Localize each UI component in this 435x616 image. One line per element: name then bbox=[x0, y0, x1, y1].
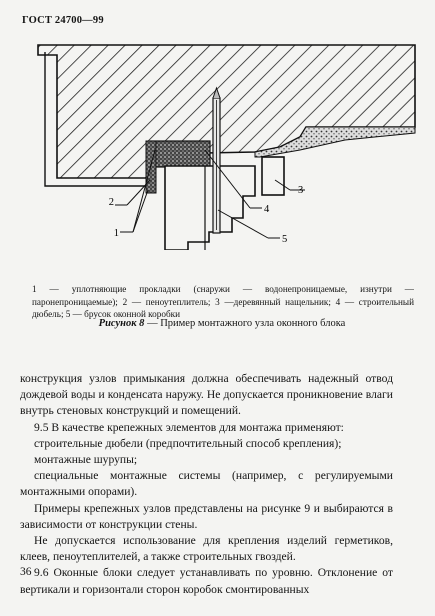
callout-3: 3 bbox=[298, 185, 304, 196]
sealing-gasket bbox=[146, 141, 156, 193]
paragraph: 9.6 Оконные блоки следует устанавливать по уровню. Отклонение от вертикали и горизонтали сторон коробок смонтированных bbox=[20, 566, 393, 596]
page-number: 36 bbox=[20, 566, 32, 578]
foam-insulation bbox=[150, 141, 210, 167]
callout-1: 1 bbox=[113, 228, 119, 239]
window-joint-drawing bbox=[0, 0, 435, 250]
figure-caption bbox=[52, 318, 392, 329]
paragraph: монтажные шурупы; bbox=[34, 453, 138, 467]
caption-text: — Пример монтажного узла оконного блока bbox=[144, 318, 346, 329]
callout-5: 5 bbox=[282, 234, 288, 245]
paragraph: конструкция узлов примыкания должна обеспечивать надежный отвод дождевой воды и конденсата наружу. Не допускается проникновение влаги внутрь стеновых конструкций и помещений. bbox=[20, 372, 393, 418]
paragraph: 9.5 В качестве крепежных элементов для монтажа применяют: bbox=[34, 420, 344, 434]
wall-section bbox=[38, 45, 415, 178]
figure-legend: 1 — уплотняющие прокладки (снаружи — водонепроницаемые, изнутри — паронепроницаемые); 2 — пеноутеплитель; 3 —деревянный нащельник; 4 — строительный дюбель; 5 — брусок оконной коробки bbox=[32, 284, 414, 319]
callout-2: 2 bbox=[108, 197, 114, 208]
paragraph: Примеры крепежных узлов представлены на рисунке 9 и выбираются в зависимости от конструкции стены. bbox=[20, 501, 393, 531]
page-header: ГОСТ 24700—99 bbox=[22, 15, 104, 26]
paragraph: Не допускается использование для крепления изделий герметиков, клеев, пеноутеплителей, а также строительных гвоздей. bbox=[20, 534, 393, 564]
callout-4: 4 bbox=[264, 204, 270, 215]
wooden-trim bbox=[262, 157, 284, 195]
paragraph: специальные монтажные системы (например, с регулируемыми монтажными опорами). bbox=[20, 469, 393, 499]
paragraph: строительные дюбели (предпочтительный способ крепления); bbox=[34, 436, 342, 450]
caption-label: Рисунок 8 bbox=[98, 318, 145, 329]
body-text bbox=[20, 371, 393, 598]
window-frame bbox=[165, 166, 255, 250]
